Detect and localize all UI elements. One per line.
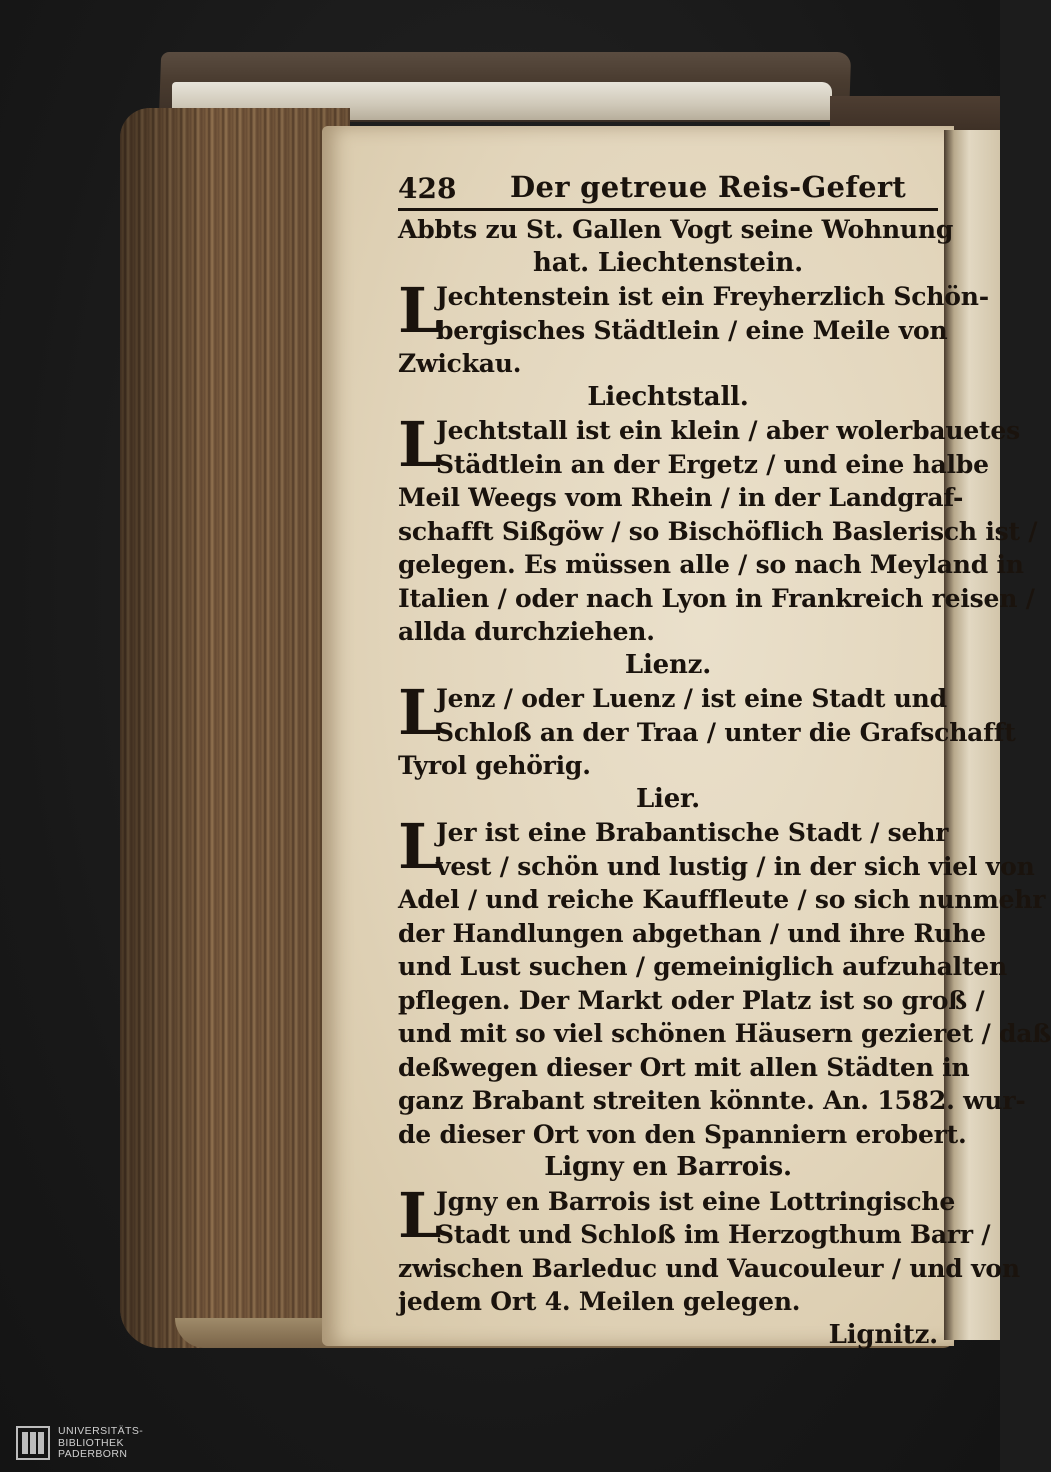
drop-cap: L bbox=[398, 810, 442, 883]
text-line bbox=[398, 883, 1046, 917]
line-text: Adel / und reiche Kauffleute / so sich nunmehr bbox=[398, 885, 1046, 914]
line-text: Tyrol gehörig. bbox=[398, 751, 591, 780]
text-line bbox=[398, 314, 948, 348]
line-text: pflegen. Der Markt oder Platz ist so groß / bbox=[398, 985, 985, 1015]
line-text: Ligny en Barrois. bbox=[544, 1152, 792, 1182]
page-text bbox=[398, 168, 1051, 1352]
logo-line-2: BIBLIOTHEK bbox=[58, 1436, 124, 1449]
drop-cap: L bbox=[398, 676, 442, 749]
library-logo-icon bbox=[16, 1426, 50, 1460]
line-text: Jechtenstein ist ein Freyherzlich Schön- bbox=[436, 282, 989, 311]
logo-line-1: UNIVERSITÄTS- bbox=[58, 1425, 144, 1437]
text-line bbox=[398, 917, 986, 951]
line-text: und mit so viel schönen Häusern gezieret / daß bbox=[398, 1019, 1051, 1048]
line-text: Meil Weegs vom Rhein / in der Landgraf- bbox=[398, 483, 964, 512]
line-text: Abbts zu St. Gallen Vogt seine Wohnung bbox=[398, 215, 954, 244]
line-text: Zwickau. bbox=[398, 349, 522, 378]
line-text: ganz Brabant streiten könnte. An. 1582. wur- bbox=[398, 1086, 1026, 1115]
text-line bbox=[398, 213, 954, 247]
line-text: Jenz / oder Luenz / ist eine Stadt und bbox=[436, 684, 947, 713]
text-line bbox=[398, 950, 1007, 984]
text-line bbox=[398, 1252, 1020, 1286]
text-line bbox=[398, 347, 938, 381]
line-text: Städtlein an der Ergetz / und eine halbe bbox=[436, 449, 989, 479]
line-text: Jer ist eine Brabantische Stadt / sehr bbox=[436, 818, 949, 847]
line-text: Lienz. bbox=[624, 649, 712, 680]
line-text: der Handlungen abgethan / und ihre Ruhe bbox=[398, 918, 986, 948]
text-line bbox=[398, 481, 964, 515]
line-text: deßwegen dieser Ort mit allen Städten in bbox=[398, 1052, 970, 1082]
line-text: und Lust suchen / gemeiniglich aufzuhalten bbox=[398, 952, 1007, 981]
line-text: zwischen Barleduc und Vaucouleur / und von bbox=[398, 1253, 1020, 1283]
text-line bbox=[398, 984, 985, 1018]
catchword: Lignitz. bbox=[828, 1319, 938, 1350]
text-line bbox=[398, 1118, 967, 1152]
library-logo-text bbox=[58, 1426, 143, 1461]
section-heading bbox=[398, 1151, 938, 1185]
line-text: de dieser Ort von den Spanniern erobert. bbox=[398, 1119, 967, 1149]
text-line bbox=[398, 1218, 991, 1252]
line-text: bergisches Städtlein / eine Meile von bbox=[436, 315, 948, 345]
line-text: schafft Sißgöw / so Bischöflich Baslerisch ist / bbox=[398, 516, 1038, 546]
text-line bbox=[398, 1051, 970, 1085]
section-heading bbox=[398, 649, 938, 683]
text-line bbox=[398, 615, 938, 649]
line-text: Italien / oder nach Lyon in Frankreich reisen / bbox=[398, 583, 1035, 613]
text-line bbox=[398, 582, 1035, 616]
line-text: Jgny en Barrois ist eine Lottringische bbox=[436, 1186, 956, 1216]
section-heading bbox=[398, 247, 938, 281]
line-text: Liechtstall. bbox=[587, 381, 749, 412]
text-line bbox=[398, 850, 1035, 884]
section-heading bbox=[398, 783, 938, 817]
drop-cap: L bbox=[398, 274, 442, 347]
text-line bbox=[398, 749, 938, 783]
line-text: jedem Ort 4. Meilen gelegen. bbox=[398, 1287, 801, 1316]
text-line bbox=[398, 1084, 1026, 1118]
text-line bbox=[398, 548, 1024, 582]
text-line bbox=[398, 448, 989, 482]
line-text: gelegen. Es müssen alle / so nach Meyland in bbox=[398, 550, 1024, 579]
running-title: Der getreue Reis-Gefert bbox=[510, 170, 907, 204]
logo-line-3: PADERBORN bbox=[58, 1448, 128, 1460]
page-header bbox=[398, 168, 938, 211]
line-text: Jechtstall ist ein klein / aber wolerbauetes bbox=[436, 416, 1020, 445]
line-text: allda durchziehen. bbox=[398, 617, 655, 646]
text-line bbox=[398, 515, 1038, 549]
library-logo bbox=[16, 1426, 186, 1464]
drop-cap: L bbox=[398, 1178, 442, 1252]
line-text: Stadt und Schloß im Herzogthum Barr / bbox=[436, 1220, 991, 1249]
line-text: vest / schön und lustig / in der sich viel von bbox=[436, 851, 1035, 881]
line-text: Schloß an der Traa / unter die Grafschafft bbox=[436, 717, 1016, 747]
text-line bbox=[398, 716, 1016, 750]
section-heading bbox=[398, 381, 938, 415]
line-text: hat. Liechtenstein. bbox=[533, 247, 803, 278]
text-body bbox=[398, 213, 1051, 1319]
book-page-block-shade bbox=[120, 108, 350, 1348]
text-line bbox=[398, 1017, 1051, 1051]
text-line bbox=[398, 1285, 938, 1319]
drop-cap: L bbox=[398, 408, 442, 481]
line-text: Lier. bbox=[635, 783, 701, 814]
page-number: 428 bbox=[398, 172, 457, 205]
